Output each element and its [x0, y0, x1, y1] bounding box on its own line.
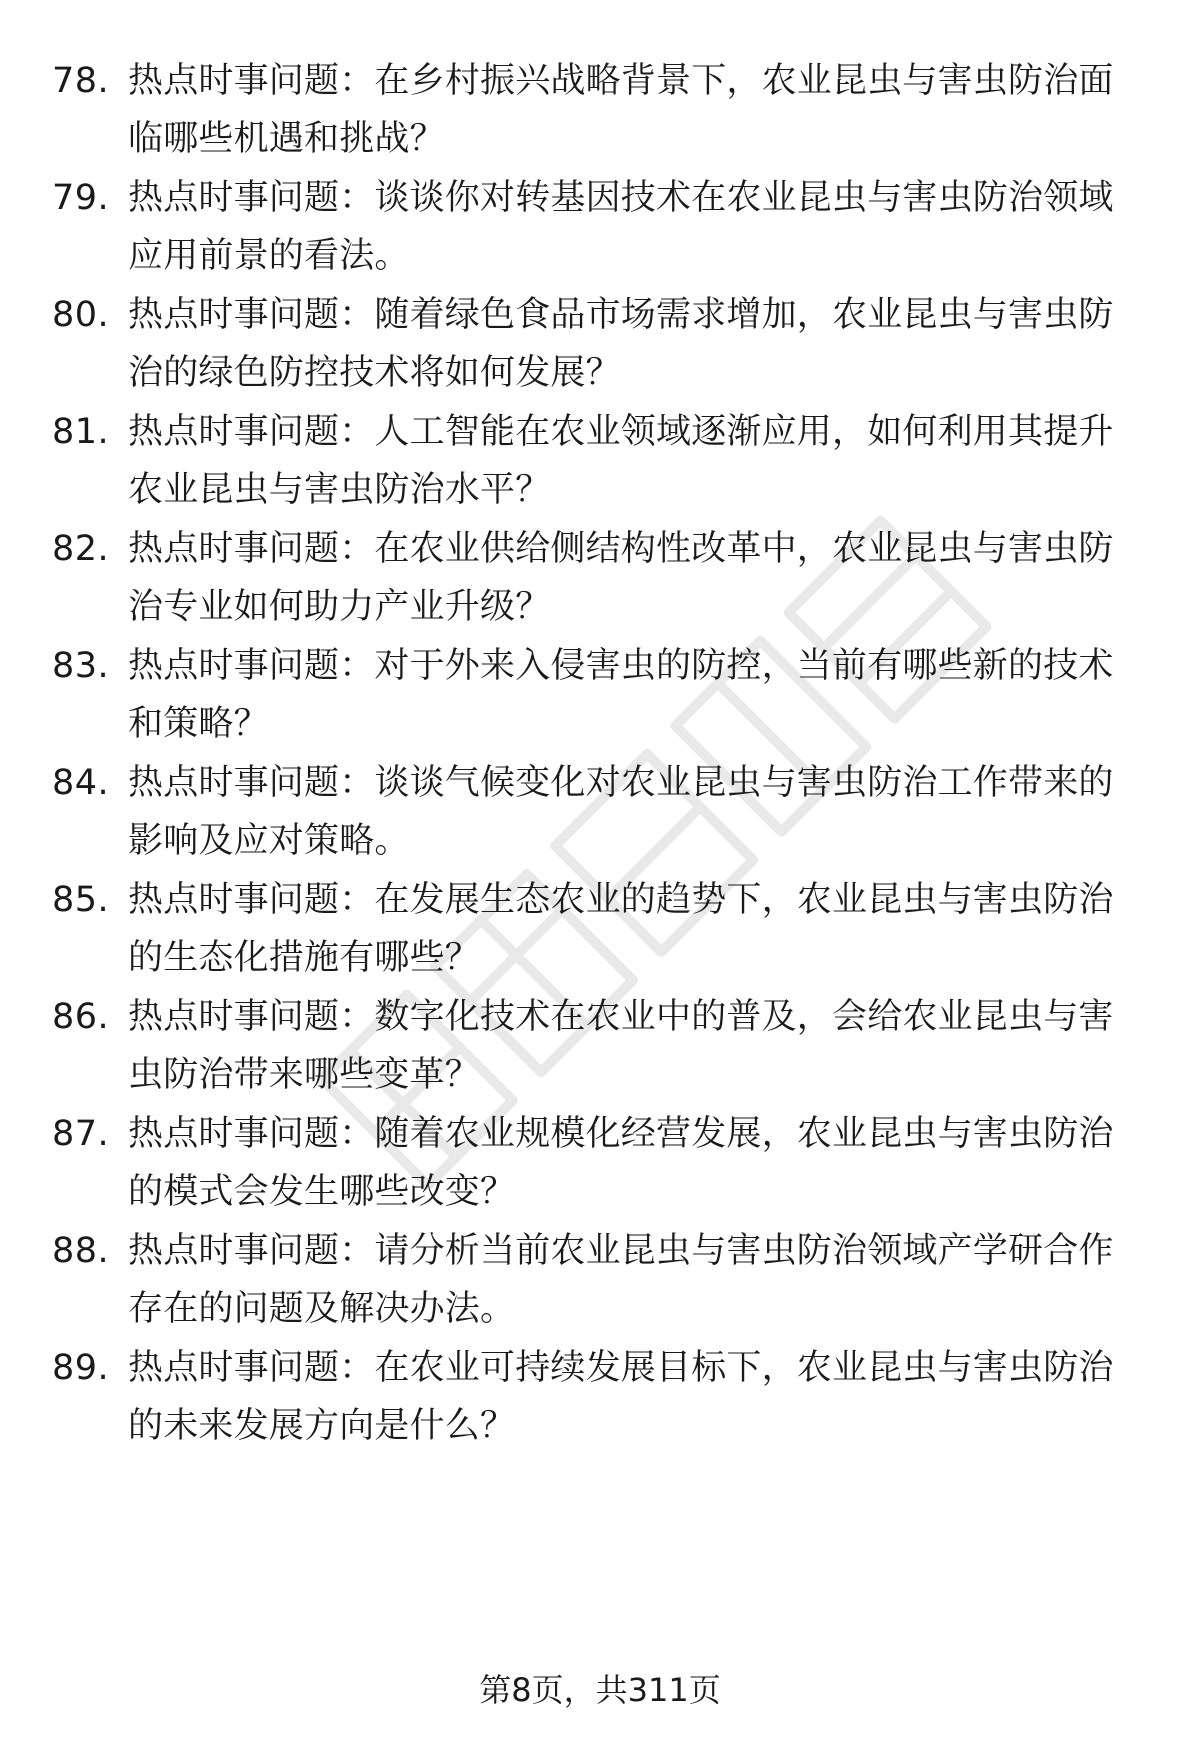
- question-item: [0, 1222, 1200, 1342]
- question-number: 87.: [52, 1114, 110, 1154]
- question-number: 86.: [52, 997, 110, 1037]
- question-item: [0, 754, 1200, 874]
- question-item: [0, 871, 1200, 991]
- question-number: 82.: [52, 529, 110, 569]
- question-number: 89.: [52, 1348, 110, 1388]
- question-text: 热点时事问题：在农业可持续发展目标下，农业昆虫与害虫防治的未来发展方向是什么？: [128, 1348, 1114, 1446]
- question-item: [0, 169, 1200, 289]
- question-number: 81.: [52, 412, 110, 452]
- question-text: 热点时事问题：在乡村振兴战略背景下，农业昆虫与害虫防治面临哪些机遇和挑战？: [128, 61, 1114, 159]
- question-item: [0, 520, 1200, 640]
- question-item: [0, 403, 1200, 523]
- question-item: [0, 637, 1200, 757]
- question-text: 热点时事问题：在发展生态农业的趋势下，农业昆虫与害虫防治的生态化措施有哪些？: [128, 880, 1114, 978]
- question-number: 79.: [52, 178, 110, 218]
- question-number: 78.: [52, 61, 110, 101]
- question-text: 热点时事问题：数字化技术在农业中的普及，会给农业昆虫与害虫防治带来哪些变革？: [128, 997, 1114, 1095]
- question-text: 热点时事问题：请分析当前农业昆虫与害虫防治领域产学研合作存在的问题及解决办法。: [128, 1231, 1114, 1329]
- page-number-footer: 第8页，共311页: [479, 1671, 721, 1709]
- question-text: 热点时事问题：在农业供给侧结构性改革中，农业昆虫与害虫防治专业如何助力产业升级？: [128, 529, 1114, 627]
- question-text: 热点时事问题：对于外来入侵害虫的防控，当前有哪些新的技术和策略？: [128, 646, 1114, 744]
- question-text: 热点时事问题：随着绿色食品市场需求增加，农业昆虫与害虫防治的绿色防控技术将如何发展？: [128, 295, 1114, 393]
- question-number: 80.: [52, 295, 110, 335]
- question-item: [0, 52, 1200, 172]
- question-item: [0, 286, 1200, 406]
- question-number: 88.: [52, 1231, 110, 1271]
- question-text: 热点时事问题：谈谈气候变化对农业昆虫与害虫防治工作带来的影响及应对策略。: [128, 763, 1114, 861]
- question-item: [0, 988, 1200, 1108]
- question-item: [0, 1339, 1200, 1459]
- question-number: 85.: [52, 880, 110, 920]
- question-item: [0, 1105, 1200, 1225]
- question-number: 83.: [52, 646, 110, 686]
- question-text: 热点时事问题：人工智能在农业领域逐渐应用，如何利用其提升农业昆虫与害虫防治水平？: [128, 412, 1114, 510]
- question-text: 热点时事问题：谈谈你对转基因技术在农业昆虫与害虫防治领域应用前景的看法。: [128, 178, 1114, 276]
- question-number: 84.: [52, 763, 110, 803]
- question-text: 热点时事问题：随着农业规模化经营发展，农业昆虫与害虫防治的模式会发生哪些改变？: [128, 1114, 1114, 1212]
